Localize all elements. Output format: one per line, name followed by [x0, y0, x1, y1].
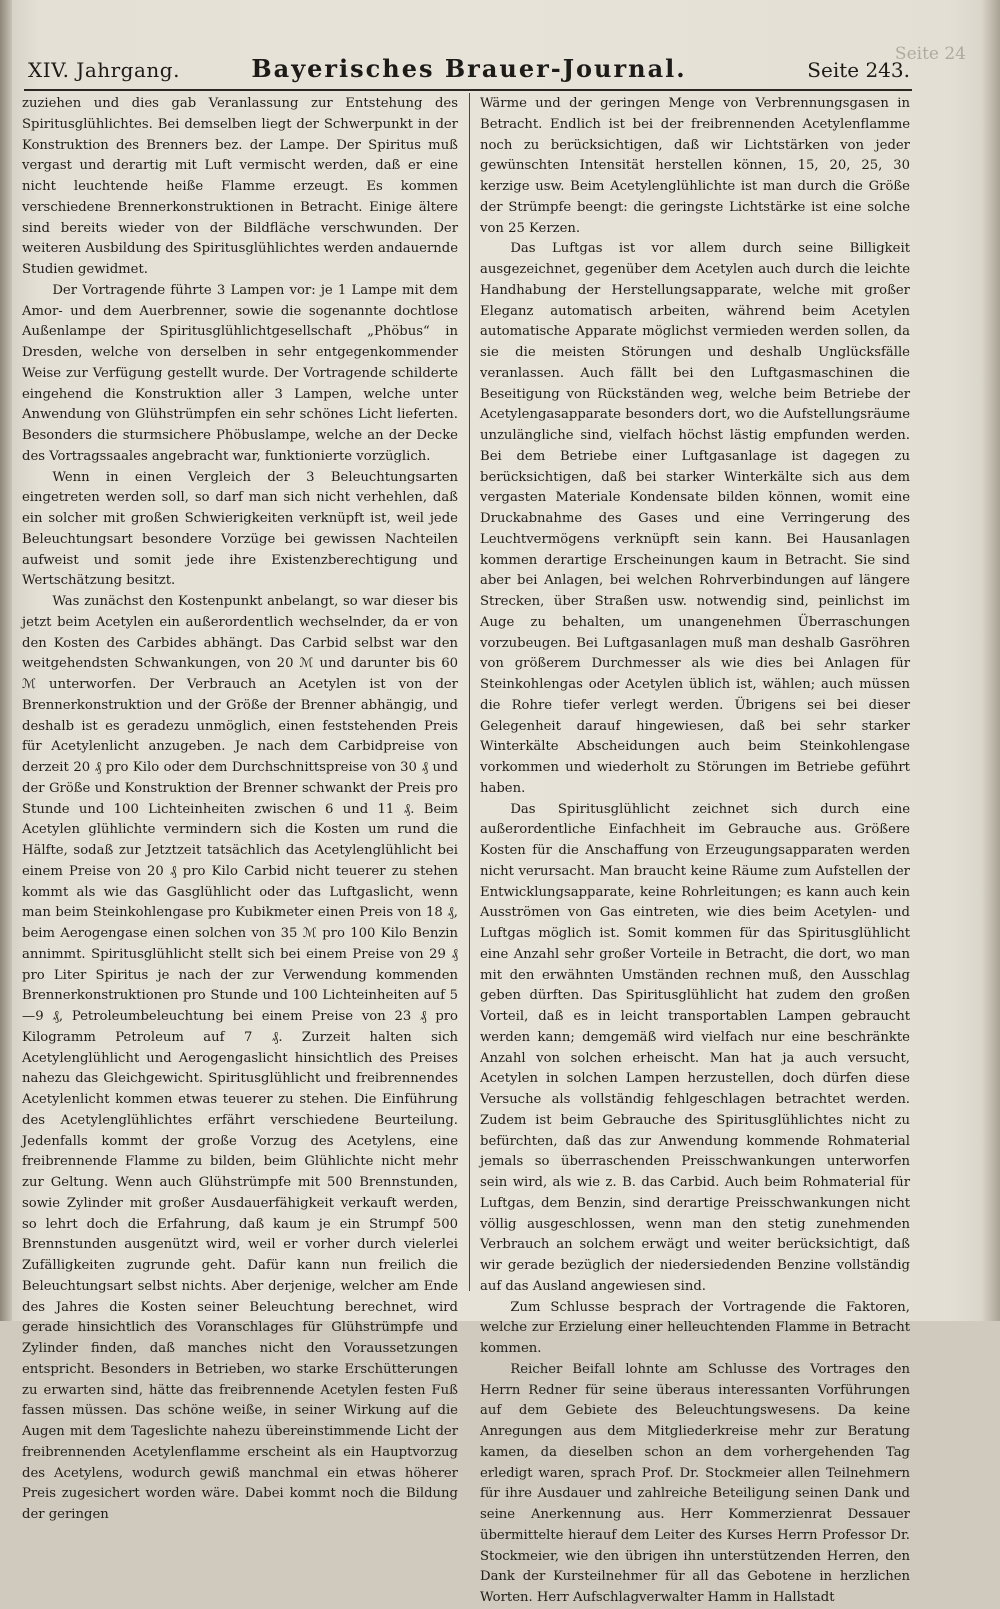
column-divider — [469, 93, 470, 1291]
page-header — [28, 52, 910, 86]
right-column — [480, 94, 910, 1609]
paragraph: Reicher Beifall lohnte am Schlusse des Vortrages den Herrn Redner für seine überaus interessanten Vorführungen auf dem Gebiete des Beleuchtungswesens. Da keine Anregungen aus dem Mitgliederkreise mehr zur Beratung kamen, da dieselben schon an dem vorhergehenden Tag erledigt waren, sprach Prof. Dr. Stockmeier allen Teilnehmern für ihre Ausdauer und zahlreiche Beteiligung seinen Dank und seine Anerkennung aus. Herr Kommerzienrat Dessauer übermittelte hierauf dem Leiter des Kurses Herrn Professor Dr. Stockmeier, wie den übrigen ihn unterstützenden Herren, den Dank der Kursteilnehmer für all das Gebotene in herzlichen Worten. Herr Aufschlagverwalter Hamm in Hallstadt — [480, 1361, 910, 1605]
page-edge-shadow — [982, 0, 1000, 1321]
paragraph: Das Luftgas ist vor allem durch seine Billigkeit ausgezeichnet, gegenüber dem Acetylen auch durch die leichte Handhabung der Herstellungsapparate, welche mit großer Eleganz automatisch arbeiten, während beim Acetylen automatische Apparate möglichst vermieden werden sollen, da sie die meisten Störungen und deshalb Unglücksfälle veranlassen. Auch fällt bei den Luftgasmaschinen die Beseitigung von Rückständen weg, welche beim Betriebe der Acetylengasapparate besonders dort, wo die Aufstellungsräume unzulängliche sind, vielfach höchst lästig empfunden werden. Bei dem Betriebe einer Luftgasanlage ist dagegen zu berücksichtigen, daß bei starker Winterkälte sich aus dem vergasten Materiale Kondensate bilden können, womit eine Druckabnahme des Gases und eine Verringerung des Leuchtvermögens verknüpft sein kann. Bei Hausanlagen kommen derartige Erscheinungen kaum in Betracht. Sie sind aber bei Anlagen, bei welchen Rohrverbindungen auf längere Strecken, über Straßen usw. notwendig sind, peinlichst im Auge zu behalten, um unangenehmen Überraschungen vorzubeugen. Bei Luftgasanlagen muß man deshalb Gasröhren von größerem Durchmesser als wie dies bei Anlagen für Steinkohlengas oder Acetylen üblich ist, wählen; auch müssen die Rohre tiefer verlegt werden. Übrigens sei bei dieser Gelegenheit darauf hingewiesen, daß bei sehr starker Winterkälte Abscheidungen auch beim Steinkohlengase vorkommen und wiederholt zu Störungen im Betriebe geführt haben. — [480, 241, 910, 796]
paragraph: Wärme und der geringen Menge von Verbrennungsgasen in Betracht. Endlich ist bei der freibrennenden Acetylenflamme noch zu berücksichtigen, daß wir Lichtstärken von jeder gewünschten Intensität herstellen können, 15, 20, 25, 30 kerzige usw. Beim Acetylenglühlichte ist man durch die Größe der Strümpfe beengt: die geringste Lichtstärke ist eine solche von 25 Kerzen. — [480, 96, 910, 236]
page-number: Seite 243. — [807, 58, 910, 82]
paragraph: zuziehen und dies gab Veranlassung zur Entstehung des Spiritusglühlichtes. Bei demselben liegt der Schwerpunkt in der Konstruktion des Brenners bez. der Lampe. Der Spiritus muß vergast und derartig mit Luft vermischt werden, daß er eine nicht leuchtende heiße Flamme erzeugt. Es kommen verschiedene Brennerkonstruktionen in Betracht. Einige ältere sind bereits wieder von der Bildfläche verschwunden. Der weiteren Ausbildung des Spiritusglühlichtes werden andauernde Studien gewidmet. — [22, 96, 458, 277]
paragraph: Wenn in einen Vergleich der 3 Beleuchtungsarten eingetreten werden soll, so darf man sich nicht verhehlen, daß ein solcher mit großen Schwierigkeiten verknüpft ist, weil jede Beleuchtungsart besondere Vorzüge bei gewissen Nachteilen aufweist und somit jede ihre Existenzberechtigung und Wertschätzung besitzt. — [22, 469, 458, 589]
paragraph: Was zunächst den Kostenpunkt anbelangt, so war dieser bis jetzt beim Acetylen ein außerordentlich wechselnder, da er von den Kosten des Carbides abhängt. Das Carbid selbst war den weitgehendsten Schwankungen, von 20 ℳ und darunter bis 60 ℳ unterworfen. Der Verbrauch an Acetylen ist von der Brennerkonstruktion und der Größe der Brenner abhängig, und deshalb ist es geradezu unmöglich, einen feststehenden Preis für Acetylenlicht anzugeben. Je nach dem Carbidpreise von derzeit 20 ₰ pro Kilo oder dem Durchschnittspreise von 30 ₰ und der Größe und Konstruktion der Brenner schwankt der Preis pro Stunde und 100 Lichteinheiten zwischen 6 und 11 ₰. Beim Acetylen glühlichte vermindern sich die Kosten um rund die Hälfte, sodaß zur Jetztzeit tatsächlich das Acetylenglühlicht bei einem Preise von 20 ₰ pro Kilo Carbid nicht teuerer zu stehen kommt als wie das Gasglühlicht oder das Luftgaslicht, wenn man beim Steinkohlengase pro Kubikmeter einen Preis von 18 ₰, beim Aerogengase einen solchen von 35 ℳ pro 100 Kilo Benzin annimmt. Spiritusglühlicht stellt sich bei einem Preise von 29 ₰ pro Liter Spiritus je nach der zur Verwendung kommenden Brennerkonstruktionen pro Stunde und 100 Lichteinheiten auf 5—9 ₰, Petroleumbeleuchtung bei einem Preise von 23 ₰ pro Kilogramm Petroleum auf 7 ₰. Zurzeit halten sich Acetylenglühlicht und Aerogengaslicht hinsichtlich des Preises nahezu das Gleichgewicht. Spiritusglühlicht und freibrennendes Acetylenlicht kommen etwas teuerer zu stehen. Die Einführung des Acetylenglühlichtes erfährt verschiedene Beurteilung. Jedenfalls kommt der große Vorzug des Acetylens, eine freibrennende Flamme zu bilden, beim Glühlichte nicht mehr zur Geltung. Wenn auch Glühstrümpfe mit 500 Brennstunden, sowie Zylinder mit großer Ausdauerfähigkeit verkauft werden, so lehrt doch die Erfahrung, daß kaum je ein Strumpf 500 Brennstunden ausgenützt wird, weil er vorher durch vielerlei Zufälligkeiten zugrunde geht. Dafür kann nun freilich die Beleuchtungsart selbst nichts. Aber derjenige, welcher am Ende des Jahres die Kosten seiner Beleuchtung berechnet, wird gerade hinsichtlich des Voranschlages für Glühstrümpfe und Zylinder finden, daß manches nicht den Voraussetzungen entspricht. Besonders in Betrieben, wo starke Erschütterungen zu erwarten sind, hätte das freibrennende Acetylen festen Fuß fassen müssen. Das schöne weiße, in seiner Wirkung auf die Augen mit dem Tageslichte nahezu übereinstimmende Licht der freibrennenden Acetylenflamme erscheint als ein Hauptvorzug des Acetylens, wodurch gewiß manchmal ein etwas höherer Preis zugesichert worden wäre. Dabei kommt noch die Bildung der geringen — [22, 594, 458, 1522]
page-fold-shadow — [0, 0, 12, 1321]
volume-label: XIV. Jahrgang. — [28, 58, 180, 82]
journal-title: Bayerisches Brauer-Journal. — [251, 54, 687, 83]
header-rule — [24, 89, 912, 91]
left-column — [22, 94, 458, 1526]
paragraph: Das Spiritusglühlicht zeichnet sich durch eine außerordentliche Einfachheit im Gebrauche aus. Größere Kosten für die Anschaffung von Erzeugungsapparaten werden nicht verursacht. Man braucht keine Räume zum Aufstellen der Entwicklungsapparate, keine Rohrleitungen; es kann auch kein Ausströmen von Gas eintreten, wie dies beim Acetylen- und Luftgas möglich ist. Somit kommen für das Spiritusglühlicht eine Anzahl sehr großer Vorteile in Betracht, die dort, wo man mit den erwähnten Umständen rechnen muß, den Ausschlag geben dürften. Das Spiritusglühlicht hat zudem den großen Vorteil, daß es in leicht transportablen Lampen gebraucht werden kann; demgemäß wird vielfach nur eine beschränkte Anzahl von solchen erheischt. Man hat ja auch versucht, Acetylen in solchen Lampen herzustellen, doch dürfen diese Versuche als vollständig fehlgeschlagen betrachtet werden. Zudem ist beim Gebrauche des Spiritusglühlichtes nicht zu befürchten, daß das zur Anwendung kommende Rohmaterial jemals so überraschenden Preisschwankungen unterworfen sein wird, als wie z. B. das Carbid. Auch beim Rohmaterial für Luftgas, dem Benzin, sind derartige Preisschwankungen nicht völlig ausgeschlossen, wenn man den stetig zunehmenden Verbrauch an solchem erwägt und weiter berücksichtigt, daß wir gerade bezüglich der niedersiedenden Benzine vollständig auf das Ausland angewiesen sind. — [480, 801, 910, 1294]
faint-page-mark: Seite 24 — [894, 44, 966, 64]
paragraph: Der Vortragende führte 3 Lampen vor: je 1 Lampe mit dem Amor- und dem Auerbrenner, sowie die sogenannte dochtlose Außenlampe der Spiritusglühlichtgesellschaft „Phöbus“ in Dresden, welche von derselben in sehr entgegenkommender Weise zur Verfügung gestellt wurde. Der Vortragende schilderte eingehend die Konstruktion aller 3 Lampen, welche unter Anwendung von Glühstrümpfen ein sehr schönes Licht lieferten. Besonders die sturmsichere Phöbuslampe, welche an der Decke des Vortragssaales angebracht war, funktionierte vorzüglich. — [22, 282, 458, 464]
paragraph: Zum Schlusse besprach der Vortragende die Faktoren, welche zur Erzielung einer helleuchtenden Flamme in Betracht kommen. — [480, 1299, 910, 1356]
